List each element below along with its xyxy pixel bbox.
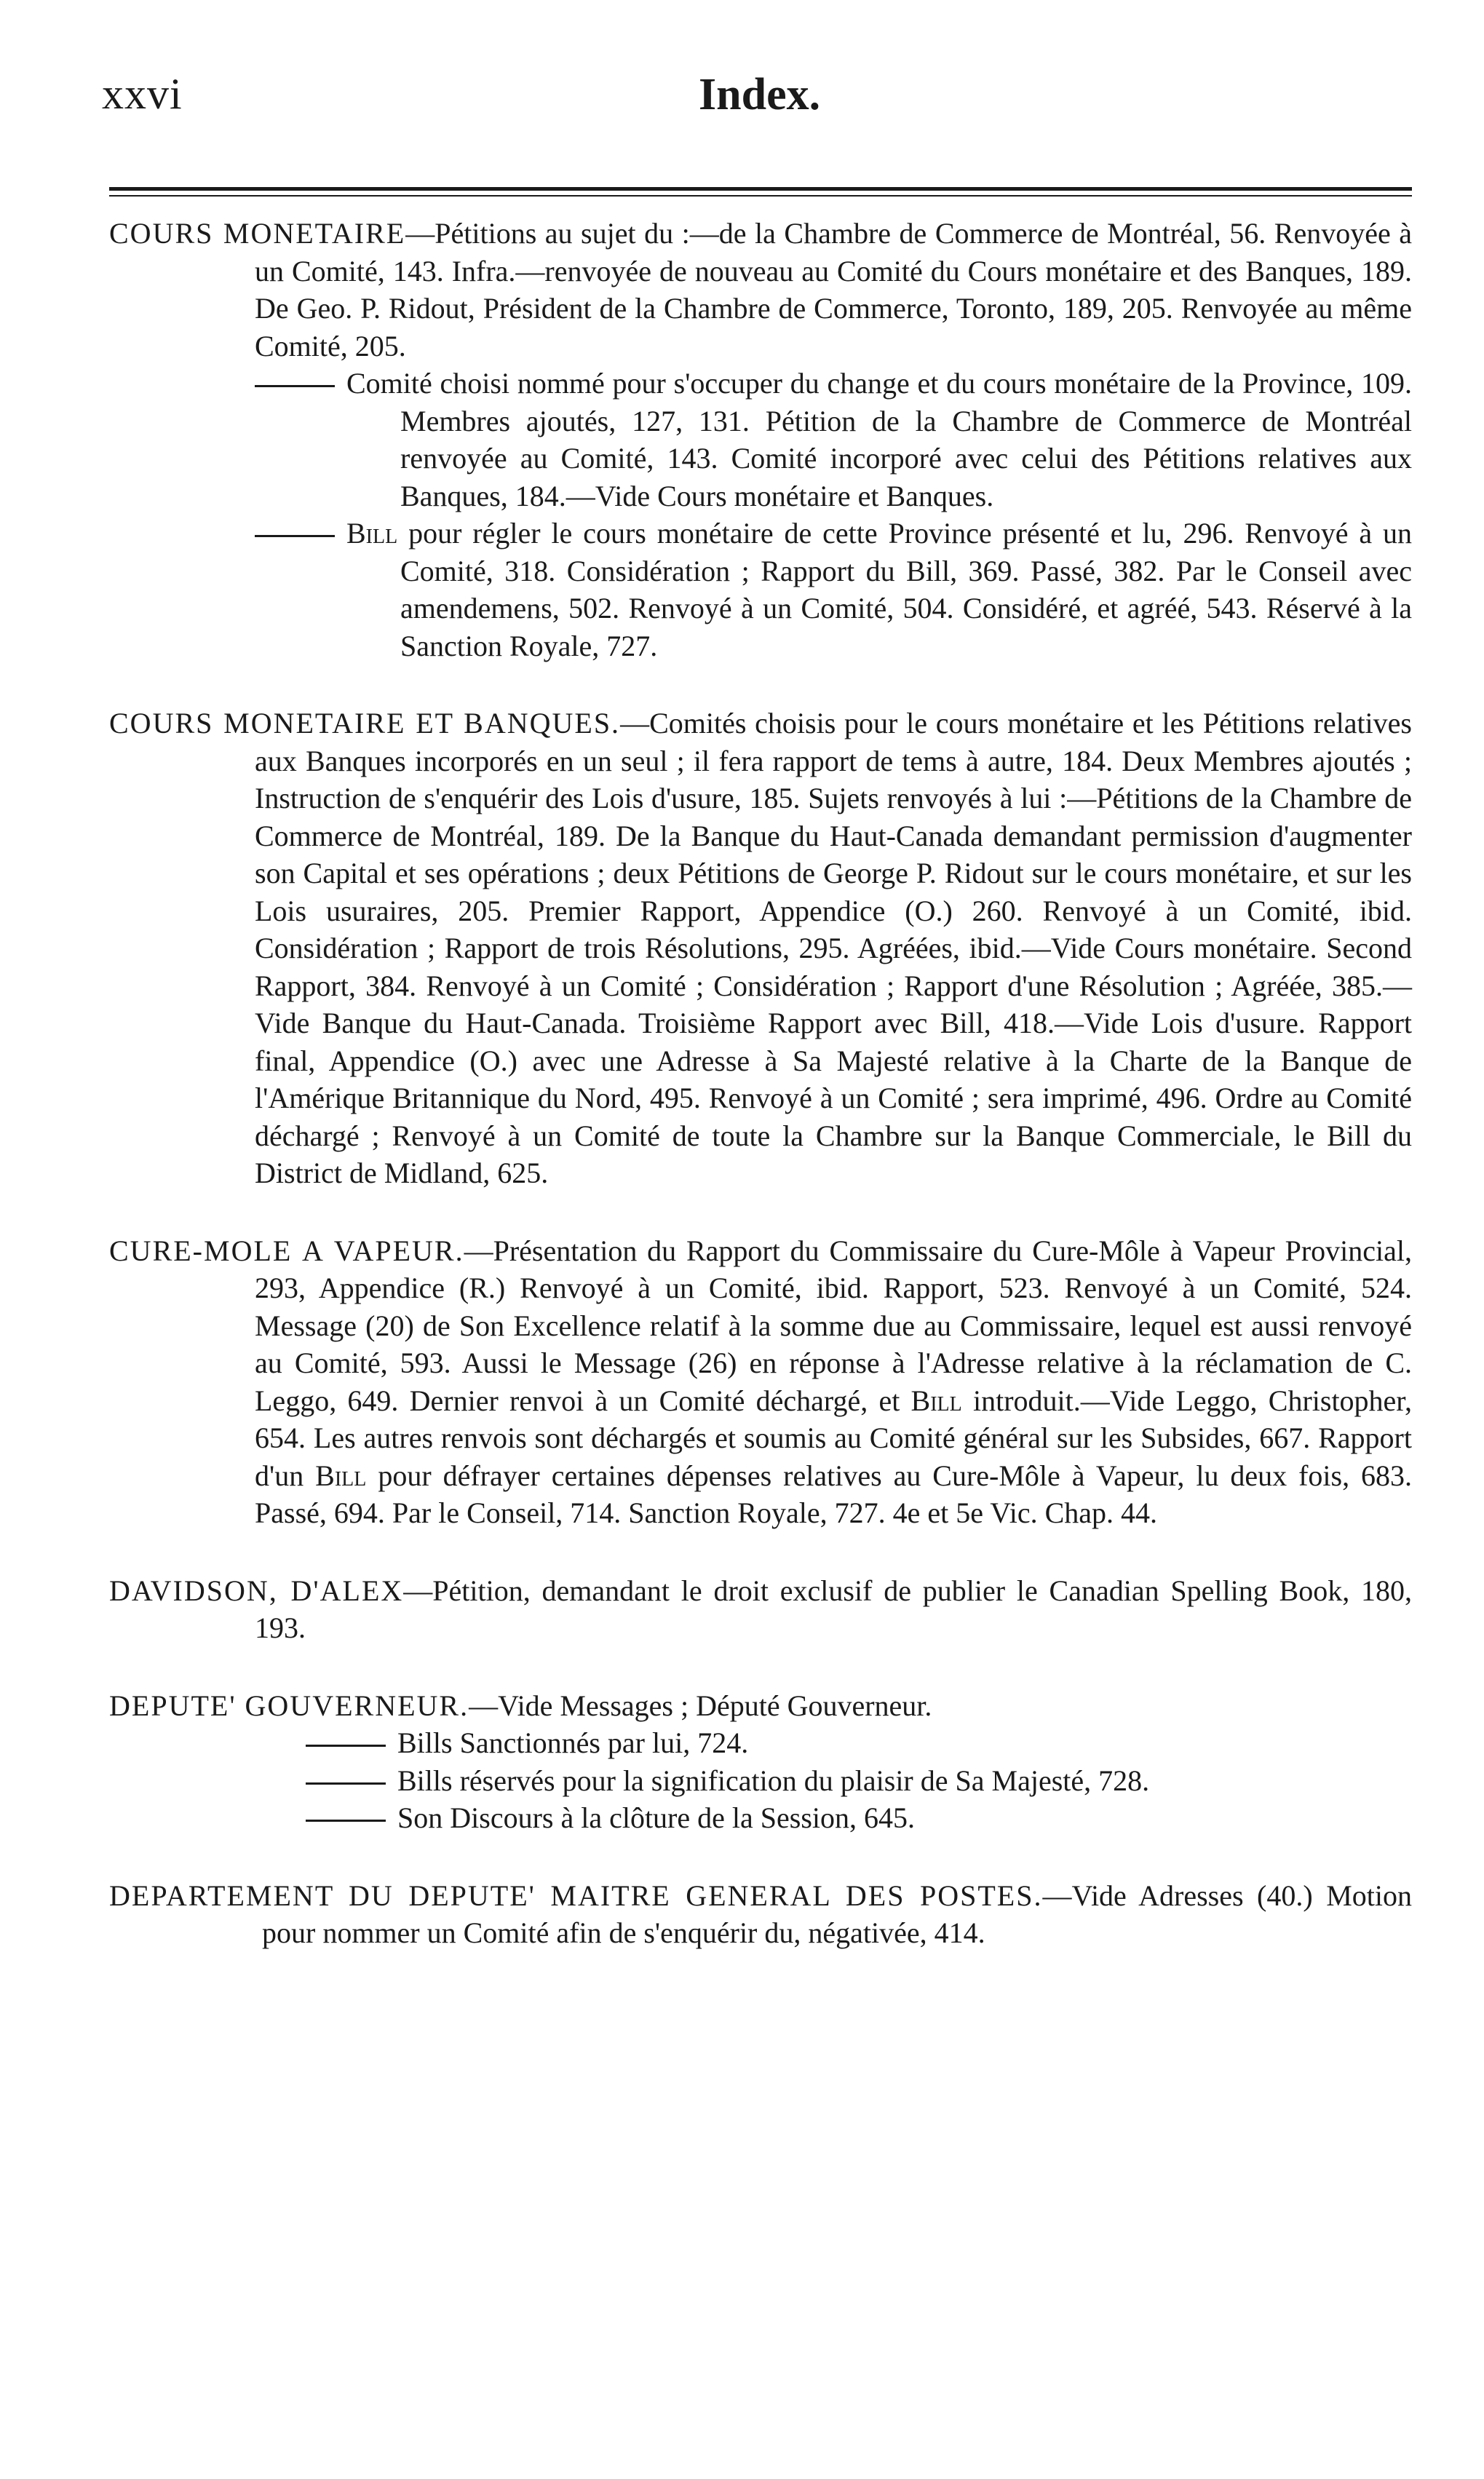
header-rule-thick <box>109 187 1412 191</box>
sub-entry-text: Comité choisi nommé pour s'occuper du change et du cours monétaire de la Province, 109. Membres ajoutés, 127, 131. Pétition de la Chambre de Commerce de Montréal renvoyée au Comité, 143. Comité incorporé avec celui des Pétitions relatives aux Banques, 184.—Vide Cours monétaire et Banques. <box>346 367 1412 512</box>
entry-text: —Présentation du Rapport du Commissaire du Cure-Môle à Vapeur Provincial, 293, Appendice (R.) Renvoyé à un Comité, ibid. Rapport, 523. Renvoyé à un Comité, 524. Message (20) de Son Excellence relatif à la somme due au Commissaire, lequel est aussi renvoyé au Comité, 593. Aussi le Message (26) en réponse à l'Adresse relative à la réclamation de C. Leggo, 649. Dernier renvoi à un Comité déchargé, et <box>255 1234 1412 1417</box>
ditto-dash <box>306 1782 386 1785</box>
entry-heading: COURS MONETAIRE ET BANQUES. <box>109 707 621 739</box>
bill-keyword: Bill <box>346 517 398 550</box>
entry-heading: CURE-MOLE A VAPEUR. <box>109 1234 464 1267</box>
entry-text: —Vide Messages ; Député Gouverneur. <box>469 1689 932 1722</box>
sub-entry <box>255 1724 1412 1762</box>
page-title: Index. <box>699 70 821 119</box>
ditto-dash <box>255 385 335 387</box>
index-entry-cure-mole-a-vapeur <box>109 1232 1412 1532</box>
page-number: xxvi <box>102 70 183 118</box>
sub-entry-text: Bills Sanctionnés par lui, 724. <box>397 1726 749 1759</box>
index-entries <box>109 215 1412 1952</box>
index-entry-depute-gouverneur <box>109 1687 1412 1837</box>
ditto-dash <box>306 1745 386 1747</box>
sub-entry-text: Bills réservés pour la signification du plaisir de Sa Majesté, 728. <box>397 1764 1150 1797</box>
bill-keyword: Bill <box>910 1384 962 1417</box>
sub-entry <box>255 1762 1412 1800</box>
bill-keyword: Bill <box>315 1459 367 1492</box>
entry-text: —Comités choisis pour le cours monétaire et les Pétitions relatives aux Banques incorporés en un seul ; il fera rapport de tems à autre, 184. Deux Membres ajoutés ; Instruction de s'enquérir des Lois d'usure, 185. Sujets renvoyés à lui :—Pétitions de la Chambre de Commerce de Montréal, 189. De la Banque du Haut-Canada demandant permission d'augmenter son Capital et ses opérations ; deux Pétitions de George P. Ridout sur le cours monétaire, et sur les Lois usuraires, 205. Premier Rapport, Appendice (O.) 260. Renvoyé à un Comité, ibid. Considération ; Rapport de trois Résolutions, 295. Agréées, ibid.—Vide Cours monétaire. Second Rapport, 384. Renvoyé à un Comité ; Considération ; Rapport d'une Résolution ; Agréée, 385.—Vide Banque du Haut-Canada. Troisième Rapport avec Bill, 418.—Vide Lois d'usure. Rapport final, Appendice (O.) avec une Adresse à Sa Majesté relative à la Charte de la Banque de l'Amérique Britannique du Nord, 495. Renvoyé à un Comité ; sera imprimé, 496. Ordre au Comité déchargé ; Renvoyé à un Comité de toute la Chambre sur la Banque Commerciale, le Bill du District de Midland, 625. <box>255 707 1412 1189</box>
page-header <box>102 69 1412 127</box>
entry-text: —Vide Adresses (40.) Motion pour nommer un Comité afin de s'enquérir du, négativée, 414. <box>262 1879 1412 1949</box>
ditto-dash <box>255 535 335 537</box>
ditto-dash <box>306 1820 386 1822</box>
entry-text: —Pétition, demandant le droit exclusif de publier le Canadian Spelling Book, 180, 193. <box>255 1574 1412 1644</box>
sub-entry-text: pour régler le cours monétaire de cette Province présenté et lu, 296. Renvoyé à un Comité, 318. Considération ; Rapport du Bill, 369. Passé, 382. Par le Conseil avec amendemens, 502. Renvoyé à un Comité, 504. Considéré, et agréé, 543. Réservé à la Sanction Royale, 727. <box>400 517 1413 662</box>
entry-text: pour défrayer certaines dépenses relatives au Cure-Môle à Vapeur, lu deux fois, 683. Passé, 694. Par le Conseil, 714. Sanction Royale, 727. 4e et 5e Vic. Chap. 44. <box>255 1459 1413 1529</box>
entry-text: introduit.—Vide Leggo, Christopher, 654. Les autres renvois sont déchargés et soumis au Comité général sur les Subsides, 667. Rapport d'un <box>255 1384 1413 1492</box>
entry-heading: DEPARTEMENT DU DEPUTE' MAITRE GENERAL DES POSTES. <box>109 1879 1043 1912</box>
sub-entry <box>255 365 1412 515</box>
sub-entry <box>255 515 1412 665</box>
index-entry-departement-postes <box>109 1877 1412 1952</box>
index-entry-cours-monetaire <box>109 215 1412 665</box>
index-entry-davidson <box>109 1572 1412 1647</box>
index-entry-cours-monetaire-et-banques <box>109 705 1412 1192</box>
entry-text: —Pétitions au sujet du :—de la Chambre de Commerce de Montréal, 56. Renvoyée à un Comité, 143. Infra.—renvoyée de nouveau au Comité du Cours monétaire et des Banques, 189. De Geo. P. Ridout, Président de la Chambre de Commerce, Toronto, 189, 205. Renvoyée au même Comité, 205. <box>255 217 1412 362</box>
sub-entry-text: Son Discours à la clôture de la Session, 645. <box>397 1801 915 1834</box>
entry-heading: COURS MONETAIRE <box>109 217 406 250</box>
header-rule-thin <box>109 195 1412 197</box>
sub-entry <box>255 1799 1412 1837</box>
entry-heading: DEPUTE' GOUVERNEUR. <box>109 1689 469 1722</box>
entry-heading: DAVIDSON, D'ALEX <box>109 1574 404 1607</box>
